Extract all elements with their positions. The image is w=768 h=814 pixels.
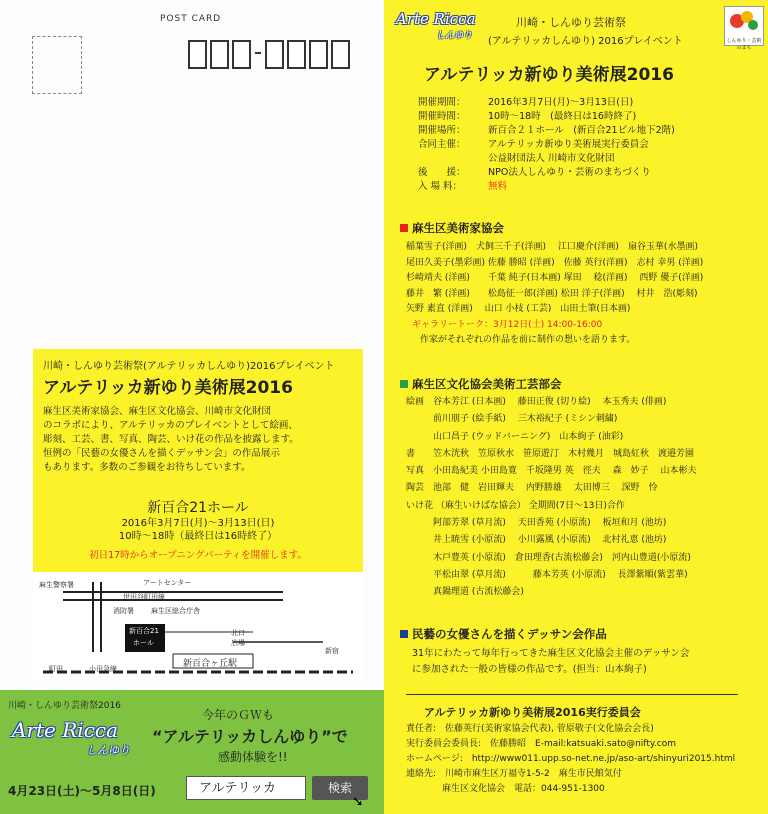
zip-box [232,40,251,69]
description-line: のコラボにより、アルテリッカのプレイベントとして絵画、 [43,420,298,431]
gallery-talk-description: 作家がそれぞれの作品を前に制作の想いを語ります。 [420,335,636,345]
info-key: 開催時間： [418,111,466,122]
event-dates [33,517,363,543]
artist-list [406,240,764,349]
map-label: 世田谷町田線 [123,593,165,601]
section-title: 麻生区文化協会美術工芸部会 [412,377,562,391]
committee-name: アルテリッカ新ゆり美術展2016実行委員会 [424,706,641,719]
list-item: 陶芸 池部 健 岩田輝夫 内野勝雄 太田博三 深野 怜 [406,483,658,494]
arte-ricca-logo-sub: しんゆり [436,31,473,41]
cursor-icon: ➘ [352,794,364,810]
info-key: 開催期間： [418,97,466,108]
list-item: 藤井 繁 (洋画) 松島征一郎(洋画) 松田 洋子(洋画) 村井 浩(彫刻) [406,288,698,299]
flyer-info-side [384,0,768,814]
section-title: 民藝の女優さんを描くデッサン会作品 [412,627,607,641]
divider [406,694,738,695]
pre-event-label: (アルテリッカしんゆり) 2016プレイベント [488,36,683,47]
list-item: 絵画 谷本芳江 (日本画) 藤田正俊 (切り絵) 本玉秀夫 (俳画) [406,397,667,407]
info-value: 公益財団法人 川崎市文化財団 [488,153,615,164]
description-line: 31年にわたって毎年行ってきた麻生区文化協会主催のデッサン会 [412,648,690,659]
section-heading-artists [400,220,504,236]
contact-line: 責任者: 佐藤英行(美術家協会代表), 菅原敬子(文化協会会長) [406,724,654,734]
map-label: 小田急線 [89,665,117,673]
list-item: 木戸豊英 (小原流) 倉田理香(古流松藤会) 河内山豊道(小原流) [406,552,691,563]
event-title: アルテリッカ新ゆり美術展2016 [43,378,293,398]
festival-banner [0,690,384,814]
contact-line: ホームページ: http://www011.upp.so-net.ne.jp/aso-art/shinyuri2015.html [406,754,736,764]
info-row [418,124,764,138]
mark-graphic [725,7,763,35]
info-key [418,152,488,166]
banner-line: 今年のＧＷも [202,708,275,722]
banner-line: 感動体験を!! [218,750,288,764]
event-info [418,96,764,194]
list-item: 書 笠木洸秋 笠原秋水 笹原遊汀 木村幾月 城島紅秋 渡邉芳園 [406,448,695,459]
map-label: アートセンター [143,579,192,587]
info-value: 2016年3月7日(月)〜3月13日(日) [488,97,634,108]
list-item: 杉崎靖夫 (洋画) 千葉 純子(日本画) 塚田 稔(洋画) 西野 優子(洋画) [406,273,704,283]
search-button[interactable]: 検索 [312,776,368,800]
info-key: 合同主催： [418,139,466,150]
section-title: 麻生区美術家協会 [412,221,504,235]
list-item: 矢野 素直 (洋画) 山口 小枝 (工芸) 山田土筆(日本画) [406,304,631,314]
gallery-talk: ギャラリートーク：3月12日(土) 14:00-16:00 [412,319,603,330]
postcard-label: POST CARD [160,14,222,24]
contact-line: 麻生区文化協会 電話：044-951-1300 [406,784,605,794]
map-label: ホール [133,639,154,647]
opening-party-note: 初日17時からオープニングパーティを開催します。 [89,550,307,561]
access-map [33,572,363,682]
venue-name: 新百合21ホール [147,500,249,516]
info-value: 新百合２１ホール (新百合21ビル地下2階) [488,125,675,136]
contact-line: 連絡先: 川崎市麻生区万福寺1-5-2 麻生市民館気付 [406,769,622,779]
zip-box [287,40,306,69]
description-line: 恒例の「民藝の女優さんを描くデッサン会」の作品展示 [43,448,280,459]
stamp-area [32,36,82,94]
info-row [418,96,764,110]
contact-info [406,722,764,797]
dessin-description [412,646,758,678]
list-item: 平松由翠 (草月流) 藤本芳英 (小原流) 長澤紫順(紫雲華) [406,569,688,580]
map-label: 新百合ヶ丘駅 [183,659,238,669]
map-label: 新宿 [325,647,339,655]
search-input[interactable]: アルテリッカ [186,776,306,800]
blue-square-icon [400,630,408,638]
exhibition-title: アルテリッカ新ゆり美術展2016 [424,65,674,85]
info-value: アルテリッカ新ゆり美術展実行委員会 [488,139,649,150]
arte-ricca-logo-sub: しんゆり [86,744,130,757]
list-item: 山口昌子 (ウッドバーニング) 山本絢子 (油彩) [406,431,624,442]
arte-ricca-logo: Arte Ricca [12,718,119,742]
map-label: 北口 [231,629,245,637]
zip-box [188,40,207,69]
map-label: 新百合21 [129,627,159,635]
map-label: 消防署 [113,607,134,615]
list-item: 写真 小田島紀美 小田島寛 千坂隆男 英 徑夫 森 妙子 山本彬夫 [406,466,697,477]
craft-artist-list [406,394,764,602]
zip-box [309,40,328,69]
event-description [43,405,361,475]
list-item: 真鍋理道 (古流松藤会) [406,587,524,598]
info-key: 後 援： [418,167,466,178]
info-row [418,166,764,180]
event-date: 2016年3月7日(月)〜3月13日(日) [121,518,275,529]
description-line: 彫刻、工芸、書、写真、陶芸、いけ花の作品を披露します。 [43,434,299,445]
section-heading-dessin [400,626,607,642]
arte-ricca-logo: Arte Ricca [396,10,476,28]
description-line: もあります。多数のご参観をお待ちしています。 [43,462,251,473]
map-label: 麻生区総合庁舎 [151,607,200,615]
info-row [418,110,764,124]
info-row [418,138,764,152]
green-square-icon [400,380,408,388]
zip-separator [255,52,261,54]
description-line: 麻生区美術家協会、麻生区文化協会、川崎市文化財団 [43,406,272,417]
section-heading-craft [400,376,562,392]
info-key: 開催場所： [418,125,466,136]
event-time: 10時〜18時（最終日は16時終了） [118,531,278,542]
shinyuri-art-town-mark-icon [724,6,764,51]
map-label: 町田 [49,665,63,673]
list-item: いけ花 （麻生いけばな協会） 全期間(7日〜13日)合作 [406,500,625,511]
description-line: に参加された一般の皆様の作品です。(担当：山本絢子) [412,664,647,675]
map-label: 麻生警察署 [39,581,74,589]
list-item: 稲葉雪子(洋画) 犬飼三千子(洋画) 江口慶介(洋画) 扇谷玉華(水墨画) [406,242,698,252]
event-summary-panel [33,349,363,605]
festival-name: 川崎・しんゆり芸術祭 [516,16,626,29]
map-label: 広場 [231,639,245,647]
info-key: 入 場 料： [418,181,463,192]
contact-line: 実行委員会委員長: 佐藤勝昭 E-mail:katsuaki.sato@nifty.com [406,739,676,749]
info-value: NPO法人しんゆり・芸術のまちづくり [488,167,651,178]
info-row [418,180,764,194]
zip-box [265,40,284,69]
info-value: 10時〜18時 (最終日は16時終了) [488,111,637,122]
postal-code-boxes [188,40,353,69]
list-item: 前川朋子 (絵手紙) 三木裕紀子 (ミシン刺繍) [406,414,618,425]
festival-subtitle: 川崎・しんゆり芸術祭2016 [8,701,121,711]
mark-text: しんゆり・芸術のまち [726,38,762,51]
zip-box [210,40,229,69]
banner-headline: “アルテリッカしんゆり”で [152,727,348,746]
festival-dates: 4月23日(土)〜5月8日(日) [8,784,156,798]
red-square-icon [400,224,408,232]
list-item: 阿部芳翠 (草月流) 天田香苑 (小原流) 板垣和月 (池坊) [406,518,667,529]
list-item: 井上暁雪 (小原流) 小川露風 (小原流) 北村礼恵 (池坊) [406,535,667,546]
info-row [418,152,764,166]
event-subtitle: 川崎・しんゆり芸術祭(アルテリッカしんゆり)2016プレイベント [43,361,335,372]
list-item: 尾田久美子(墨彩画) 佐藤 勝昭 (洋画) 佐藤 英行(洋画) 志村 幸男 (洋画) [406,257,704,268]
zip-box [331,40,350,69]
admission-fee: 無料 [488,181,508,192]
